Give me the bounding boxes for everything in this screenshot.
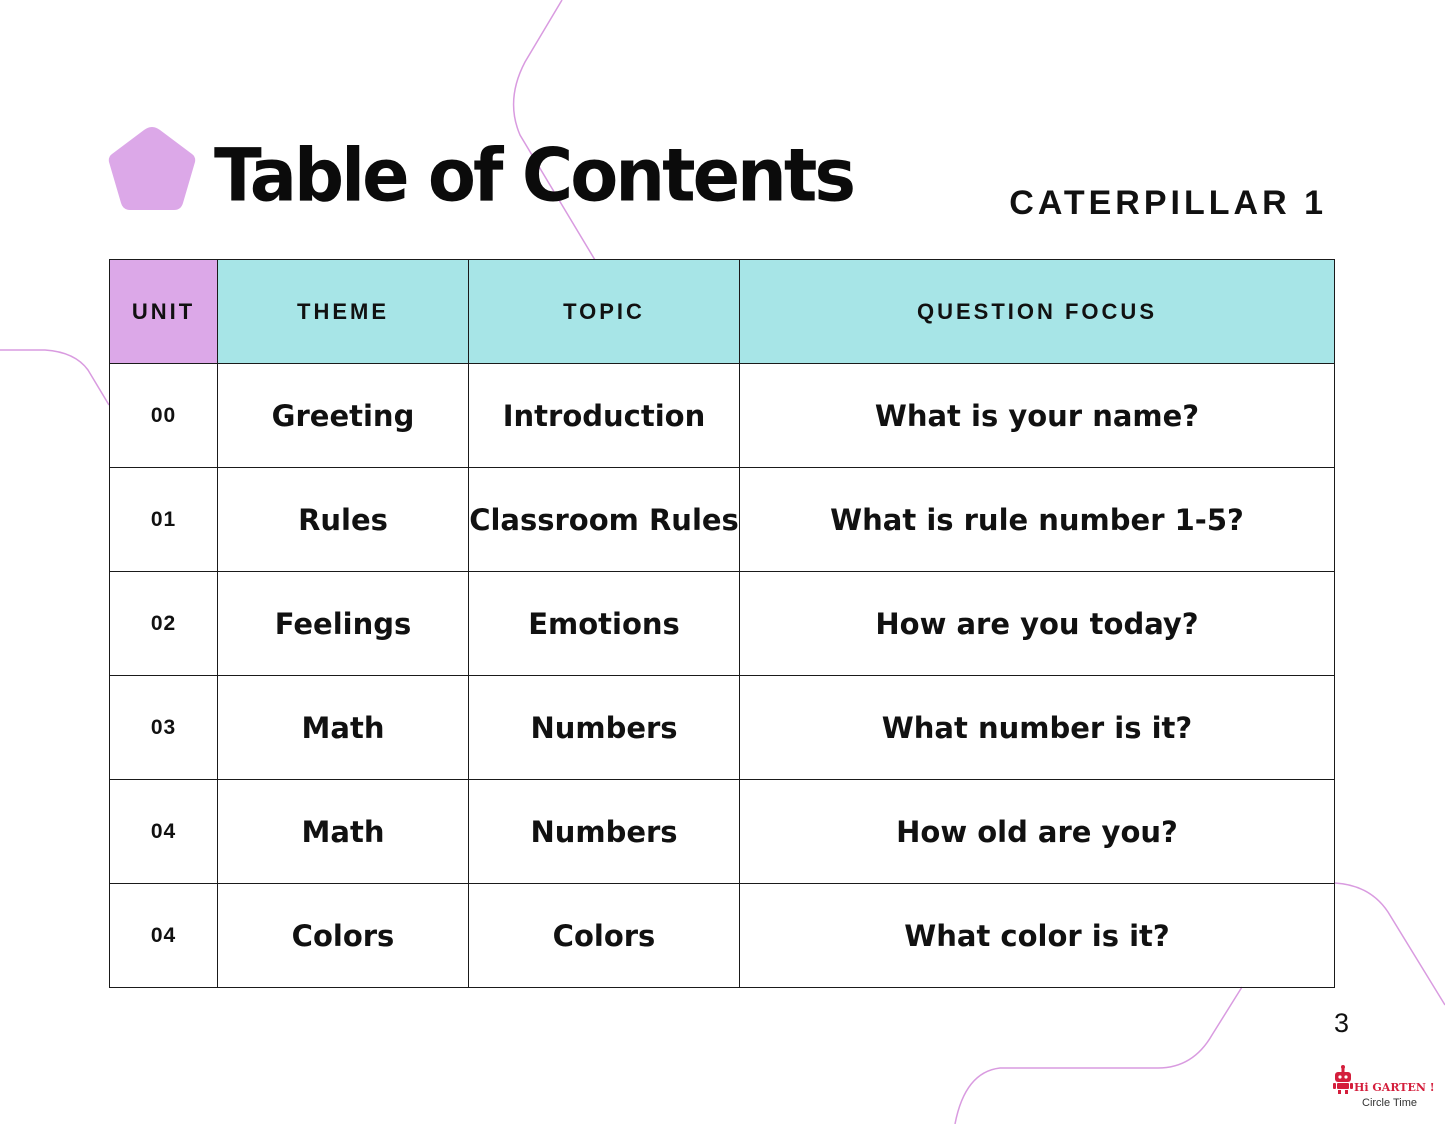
table-row — [110, 780, 1335, 884]
question-cell: How old are you? — [740, 780, 1335, 884]
column-header-unit: UNIT — [110, 260, 218, 364]
table-header-row — [110, 260, 1335, 364]
question-cell: What is rule number 1-5? — [740, 468, 1335, 572]
question-cell: What number is it? — [740, 676, 1335, 780]
topic-cell: Emotions — [469, 572, 740, 676]
theme-cell: Feelings — [218, 572, 469, 676]
table-row — [110, 364, 1335, 468]
theme-cell: Rules — [218, 468, 469, 572]
brand-logo — [1330, 1063, 1435, 1113]
column-header-theme: THEME — [218, 260, 469, 364]
topic-cell: Numbers — [469, 780, 740, 884]
theme-cell: Greeting — [218, 364, 469, 468]
topic-cell: Introduction — [469, 364, 740, 468]
unit-cell: 04 — [110, 780, 218, 884]
unit-cell: 02 — [110, 572, 218, 676]
pentagon-icon — [106, 124, 198, 214]
theme-cell: Math — [218, 780, 469, 884]
topic-cell: Classroom Rules — [469, 468, 740, 572]
unit-cell: 00 — [110, 364, 218, 468]
unit-cell: 04 — [110, 884, 218, 988]
column-header-topic: TOPIC — [469, 260, 740, 364]
logo-brand-text: Hi GARTEN ! — [1354, 1081, 1435, 1094]
theme-cell: Math — [218, 676, 469, 780]
page-title: Table of Contents — [214, 132, 854, 219]
contents-table — [109, 259, 1335, 988]
robot-icon — [1330, 1063, 1356, 1095]
page-number: 3 — [1334, 1008, 1350, 1038]
table-row — [110, 468, 1335, 572]
level-subtitle: CATERPILLAR 1 — [1009, 184, 1327, 222]
table-row — [110, 676, 1335, 780]
unit-cell: 01 — [110, 468, 218, 572]
topic-cell: Colors — [469, 884, 740, 988]
table-row — [110, 884, 1335, 988]
unit-cell: 03 — [110, 676, 218, 780]
table-row — [110, 572, 1335, 676]
logo-subtitle: Circle Time — [1362, 1097, 1418, 1109]
column-header-question-focus: QUESTION FOCUS — [740, 260, 1335, 364]
question-cell: How are you today? — [740, 572, 1335, 676]
question-cell: What color is it? — [740, 884, 1335, 988]
topic-cell: Numbers — [469, 676, 740, 780]
question-cell: What is your name? — [740, 364, 1335, 468]
theme-cell: Colors — [218, 884, 469, 988]
